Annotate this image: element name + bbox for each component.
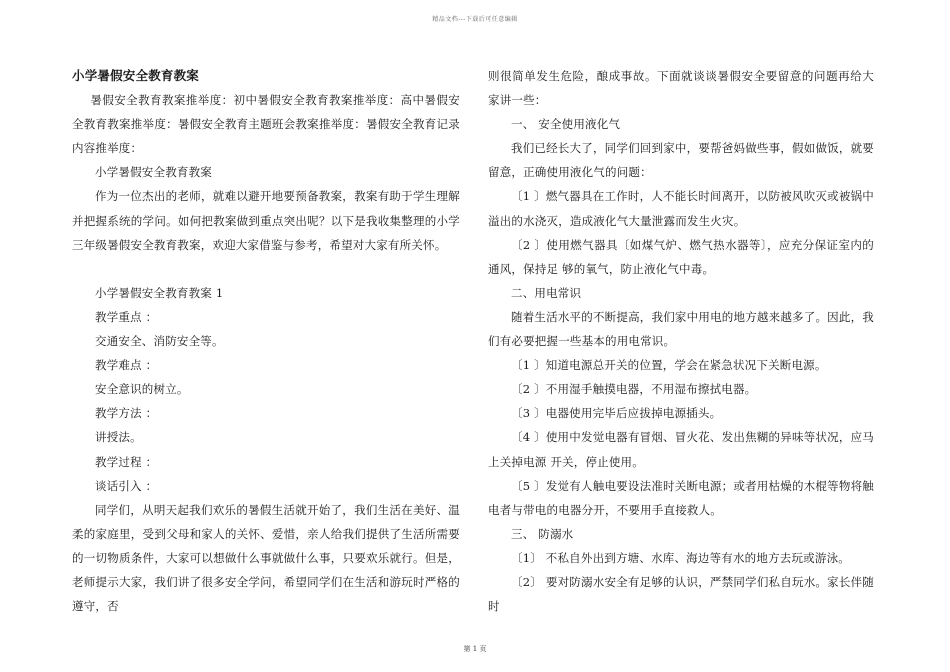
paragraph: 〔2〕 要对防溺水安全有足够的认识，严禁同学们私自玩水。家长伴随时	[488, 574, 874, 614]
paragraph: 则很简单发生危险，酿成事故。下面就谈谈暑假安全要留意的问题再给大家讲一些：	[488, 69, 874, 108]
paragraph: 〔1 〕燃气器具在工作时，人不能长时间离开，以防被风吹灭或被锅中溢出的水浇灭，造成液化气大量泄露而发生火灾。	[488, 189, 874, 228]
paragraph: 〔5 〕发觉有人触电要设法准时关断电源；或者用枯燥的木棍等物将触电者与带电的电器分开，不要用手直接救人。	[488, 478, 874, 517]
section-heading: 三、 防溺水	[511, 526, 574, 541]
paragraph: 〔4 〕使用中发觉电器有冒烟、冒火花、发出焦糊的异味等状况，应马上关掉电源 开关，停止使用。	[488, 430, 874, 469]
paragraph: 我们已经长大了，同学们回到家中，要帮爸妈做些事，假如做饭，就要留意，正确使用液化气的问题：	[488, 141, 874, 180]
paragraph: 〔1〕 不私自外出到方塘、水库、海边等有水的地方去玩或游泳。	[511, 550, 850, 565]
document-title: 小学暑假安全教育教案	[72, 68, 200, 83]
left-paragraphs	[72, 88, 460, 618]
paragraph: 暑假安全教育教案推举度：初中暑假安全教育教案推举度：高中暑假安全教育教案推举度：暑假安全教育主题班会教案推举度：暑假安全教育记录内容推举度：	[72, 93, 460, 156]
paragraph: 〔2 〕不用湿手触摸电器，不用湿布擦拭电器。	[511, 382, 757, 397]
paragraph: 〔1 〕知道电源总开关的位置，学会在紧急状况下关断电源。	[511, 358, 827, 373]
paragraph: 〔2 〕使用燃气器具〔如煤气炉、燃气热水器等〕，应充分保证室内的通风，保持足 够的氧气，防止液化气中毒。	[488, 237, 874, 276]
page-header: 精品文档---下载后可任意编辑	[432, 16, 518, 23]
right-column	[488, 64, 874, 618]
left-column	[72, 64, 460, 618]
paragraph: 交通安全、消防安全等。	[95, 334, 224, 349]
paragraph: 随着生活水平的不断提高，我们家中用电的地方越来越多了。因此，我们有必要把握一些基本的用电常识。	[488, 309, 874, 349]
paragraph: 教学方法 ：	[95, 406, 158, 421]
paragraph: 讲授法。	[95, 430, 142, 445]
paragraph: 同学们，从明天起我们欢乐的暑假生活就开始了，我们生活在美好、温柔的家庭里，受到父母和家人的关怀、爱惜，亲人给我们提供了生活所需要的一切物质条件，大家可以想做什么事就做什么事，只要欢乐就行。但是，老师提示大家，我们讲了很多安全学问，希望同学们在生活和游玩时严格的遵守，否	[72, 502, 460, 614]
paragraph: 〔3 〕电器使用完毕后应拔掉电源插头。	[511, 406, 722, 421]
paragraph: 作为一位杰出的老师，就难以避开地要预备教案，教案有助于学生理解并把握系统的学问。如何把教案做到重点突出呢？以下是我收集整理的小学三年级暑假安全教育教案，欢迎大家借鉴与参考，希望对大家有所关怀。	[72, 189, 460, 252]
paragraph: 谈话引入 ：	[95, 478, 158, 493]
section-heading: 小学暑假安全教育教案 1	[95, 285, 224, 300]
paragraph: 教学过程 ：	[95, 454, 158, 469]
section-heading: 二、用电常识	[511, 285, 582, 300]
blank-line	[72, 257, 460, 281]
paragraph: 教学难点 ：	[95, 358, 158, 373]
paragraph: 安全意识的树立。	[95, 382, 189, 397]
paragraph: 小学暑假安全教育教案	[95, 165, 212, 180]
paragraph: 教学重点 ：	[95, 309, 158, 324]
section-heading: 一、 安全使用液化气	[511, 117, 621, 132]
page-number: 第 1 页	[463, 645, 487, 653]
